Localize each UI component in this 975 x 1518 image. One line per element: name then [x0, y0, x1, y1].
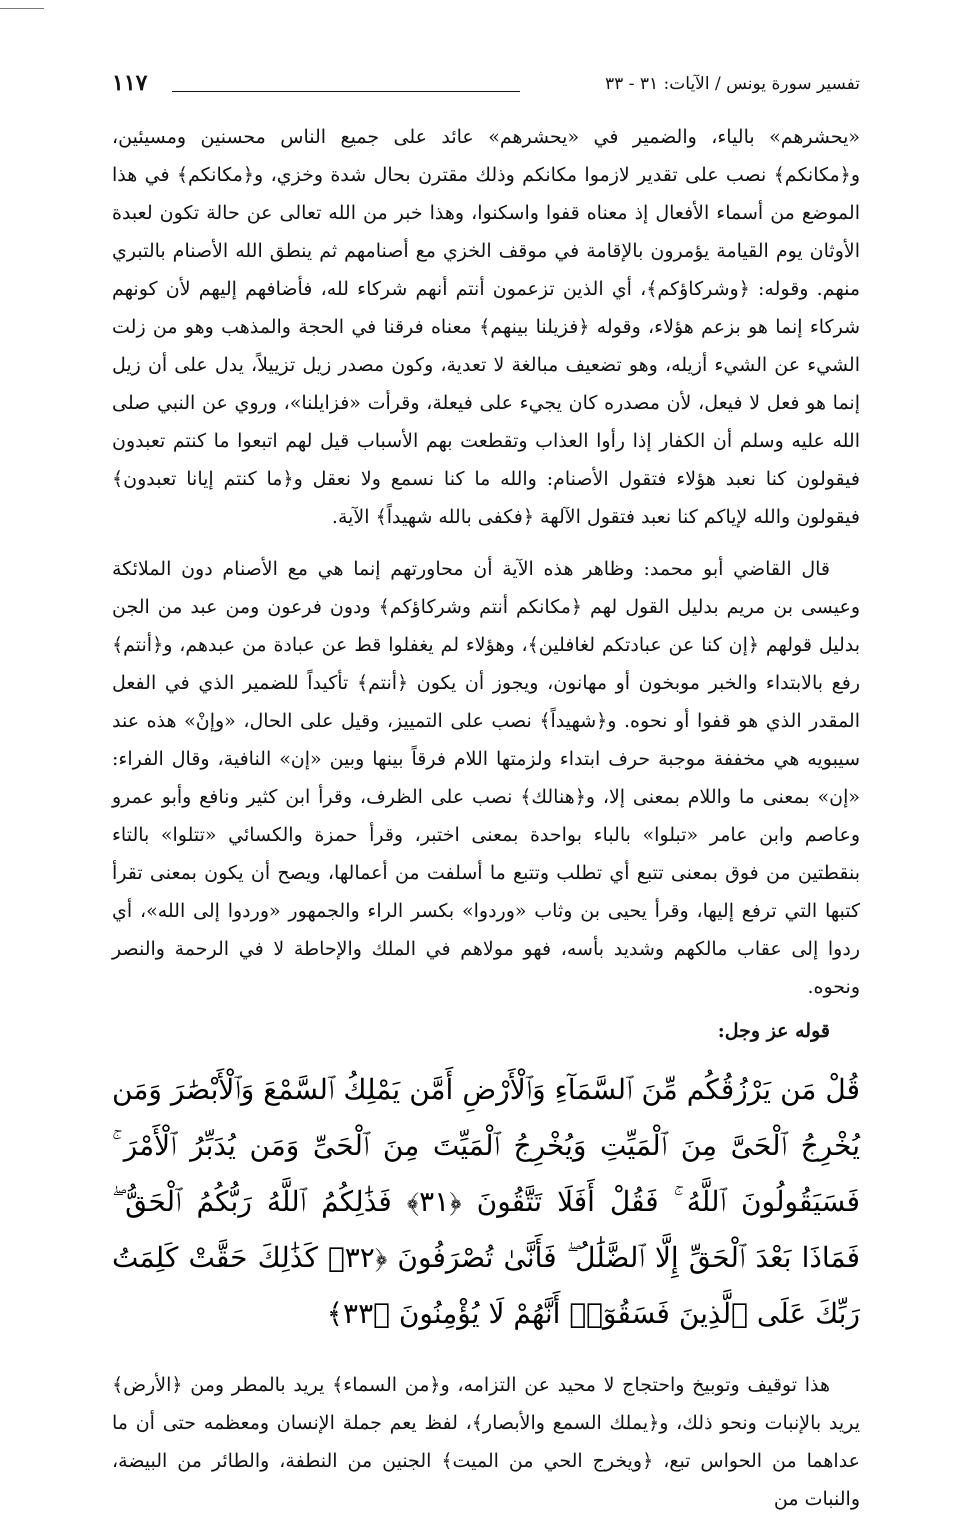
book-page: [112, 70, 860, 1518]
scan-corner-mark: [0, 8, 44, 9]
commentary-paragraph: قال القاضي أبو محمد: وظاهر هذه الآية أن محاورتهم إنما هي مع الأصنام دون الملائكة وعيسى بن مريم بدليل القول لهم ﴿مكانكم أنتم وشركاؤكم﴾ ودون فرعون ومن عبد من الجن بدليل قولهم ﴿إن كنا عن عبادتكم لغافلين﴾، وهؤلاء لم يغفلوا قط عن عبادة من عبدهم، و﴿أنتم﴾ رفع بالابتداء والخبر موبخون أو مهانون، ويجوز أن يكون ﴿أنتم﴾ تأكيداً للضمير الذي في الفعل المقدر الذي هو قفوا أو نحوه. و﴿شهيداً﴾ نصب على التمييز، وقيل على الحال، «وإنْ» هذه عند سيبويه هي مخففة موجبة حرف ابتداء ولزمتها اللام فرقاً بينها وبين «إن» النافية، وقال الفراء: «إن» بمعنى ما واللام بمعنى إلا، و﴿هنالك﴾ نصب على الظرف، وقرأ ابن كثير ونافع وأبو عمرو وعاصم وابن عامر «تبلوا» بالباء بواحدة بمعنى اختبر، وقرأ حمزة والكسائي «تتلوا» بالتاء بنقطتين من فوق بمعنى تتبع أي تطلب وتتبع ما أسلفت من أعمالها، ويصح أن يكون بمعنى تقرأ كتبها التي ترفع إليها، وقرأ يحيى بن وثاب «وردوا» بكسر الراء والجمهور «وردوا إلى الله»، أي ردوا إلى عقاب مالكهم وشديد بأسه، فهو مولاهم في الملك والإحاطة لا في الرحمة والنصر ونحوه.: [112, 558, 860, 998]
header-rule: [172, 91, 520, 92]
commentary-paragraph: «يحشرهم» بالياء، والضمير في «يحشرهم» عائد على جميع الناس محسنين ومسيئين، و﴿مكانكم﴾ نصب على تقدير لازموا مكانكم وذلك مقترن بحال شدة وخزي، و﴿مكانكم﴾ في هذا الموضع من أسماء الأفعال إذ معناه قفوا واسكنوا، وهذا خبر من الله تعالى عن حالة تكون لعبدة الأوثان يوم القيامة يؤمرون بالإقامة في موقف الخزي مع أصنامهم ثم ينطق الله الأصنام بالتبري منهم. وقوله: ﴿وشركاؤكم﴾، أي الذين تزعمون أنتم أنهم شركاء لله، فأضافهم إليهم لأن كونهم شركاء إنما هو بزعم هؤلاء، وقوله ﴿فزيلنا بينهم﴾ معناه فرقنا في الحجة والمذهب وهو من زلت الشيء عن الشيء أزيله، وهو تضعيف مبالغة لا تعدية، وكون مصدر زيل تزييلاً، يدل على أن زيل إنما هو فعل لا فيعل، لأن مصدره كان يجيء على فيعلة، وقرأت «فزايلنا»، وروي عن النبي صلى الله عليه وسلم أن الكفار إذا رأوا العذاب وتقطعت بهم الأسباب قيل لهم اتبعوا ما كنتم تعبدون فيقولون كنا نعبد هؤلاء فتقول الأصنام: والله ما كنا نسمع ولا نعقل و﴿ما كنتم إيانا تعبدون﴾ فيقولون والله لإياكم كنا نعبد فتقول الآلهة ﴿فكفى بالله شهيداً﴾ الآية.: [112, 126, 860, 528]
page-number: ١١٧: [112, 70, 148, 96]
commentary-paragraph: هذا توقيف وتوبيخ واحتجاج لا محيد عن التزامه، و﴿من السماء﴾ يريد بالمطر ومن ﴿الأرض﴾ يريد بالإنبات ونحو ذلك، و﴿يملك السمع والأبصار﴾، لفظ يعم جملة الإنسان ومعظمه حتى أن ما عداهما من الحواس تبع، ﴿ويخرج الحي من الميت﴾ الجنين من النطفة، والطائر من البيضة، والنبات من: [112, 1374, 860, 1510]
quran-verse: قُلْ مَن يَرْزُقُكُم مِّنَ ٱلسَّمَآءِ وَٱلْأَرْضِ أَمَّن يَمْلِكُ ٱلسَّمْعَ وَٱلْأَبْصَٰرَ وَمَن يُخْرِجُ ٱلْحَىَّ مِنَ ٱلْمَيِّتِ وَيُخْرِجُ ٱلْمَيِّتَ مِنَ ٱلْحَىِّ وَمَن يُدَبِّرُ ٱلْأَمْرَ ۚ فَسَيَقُولُونَ ٱللَّهُ ۚ فَقُلْ أَفَلَا تَتَّقُونَ ﴿٣١﴾ فَذَٰلِكُمُ ٱللَّهُ رَبُّكُمُ ٱلْحَقُّ ۖ فَمَاذَا بَعْدَ ٱلْحَقِّ إِلَّا ٱلضَّلَٰلُ ۖ فَأَنَّىٰ تُصْرَفُونَ ﴿٣٢﴾ كَذَٰلِكَ حَقَّتْ كَلِمَتُ رَبِّكَ عَلَى ٱلَّذِينَ فَسَقُوٓا۟ أَنَّهُمْ لَا يُؤْمِنُونَ ﴿٣٣﴾: [112, 1073, 860, 1330]
verse-intro: قوله عز وجل:: [717, 1020, 830, 1042]
running-title: تفسير سورة يونس / الآيات: ٣١ - ٣٣: [605, 74, 860, 94]
page-header: [112, 70, 860, 98]
